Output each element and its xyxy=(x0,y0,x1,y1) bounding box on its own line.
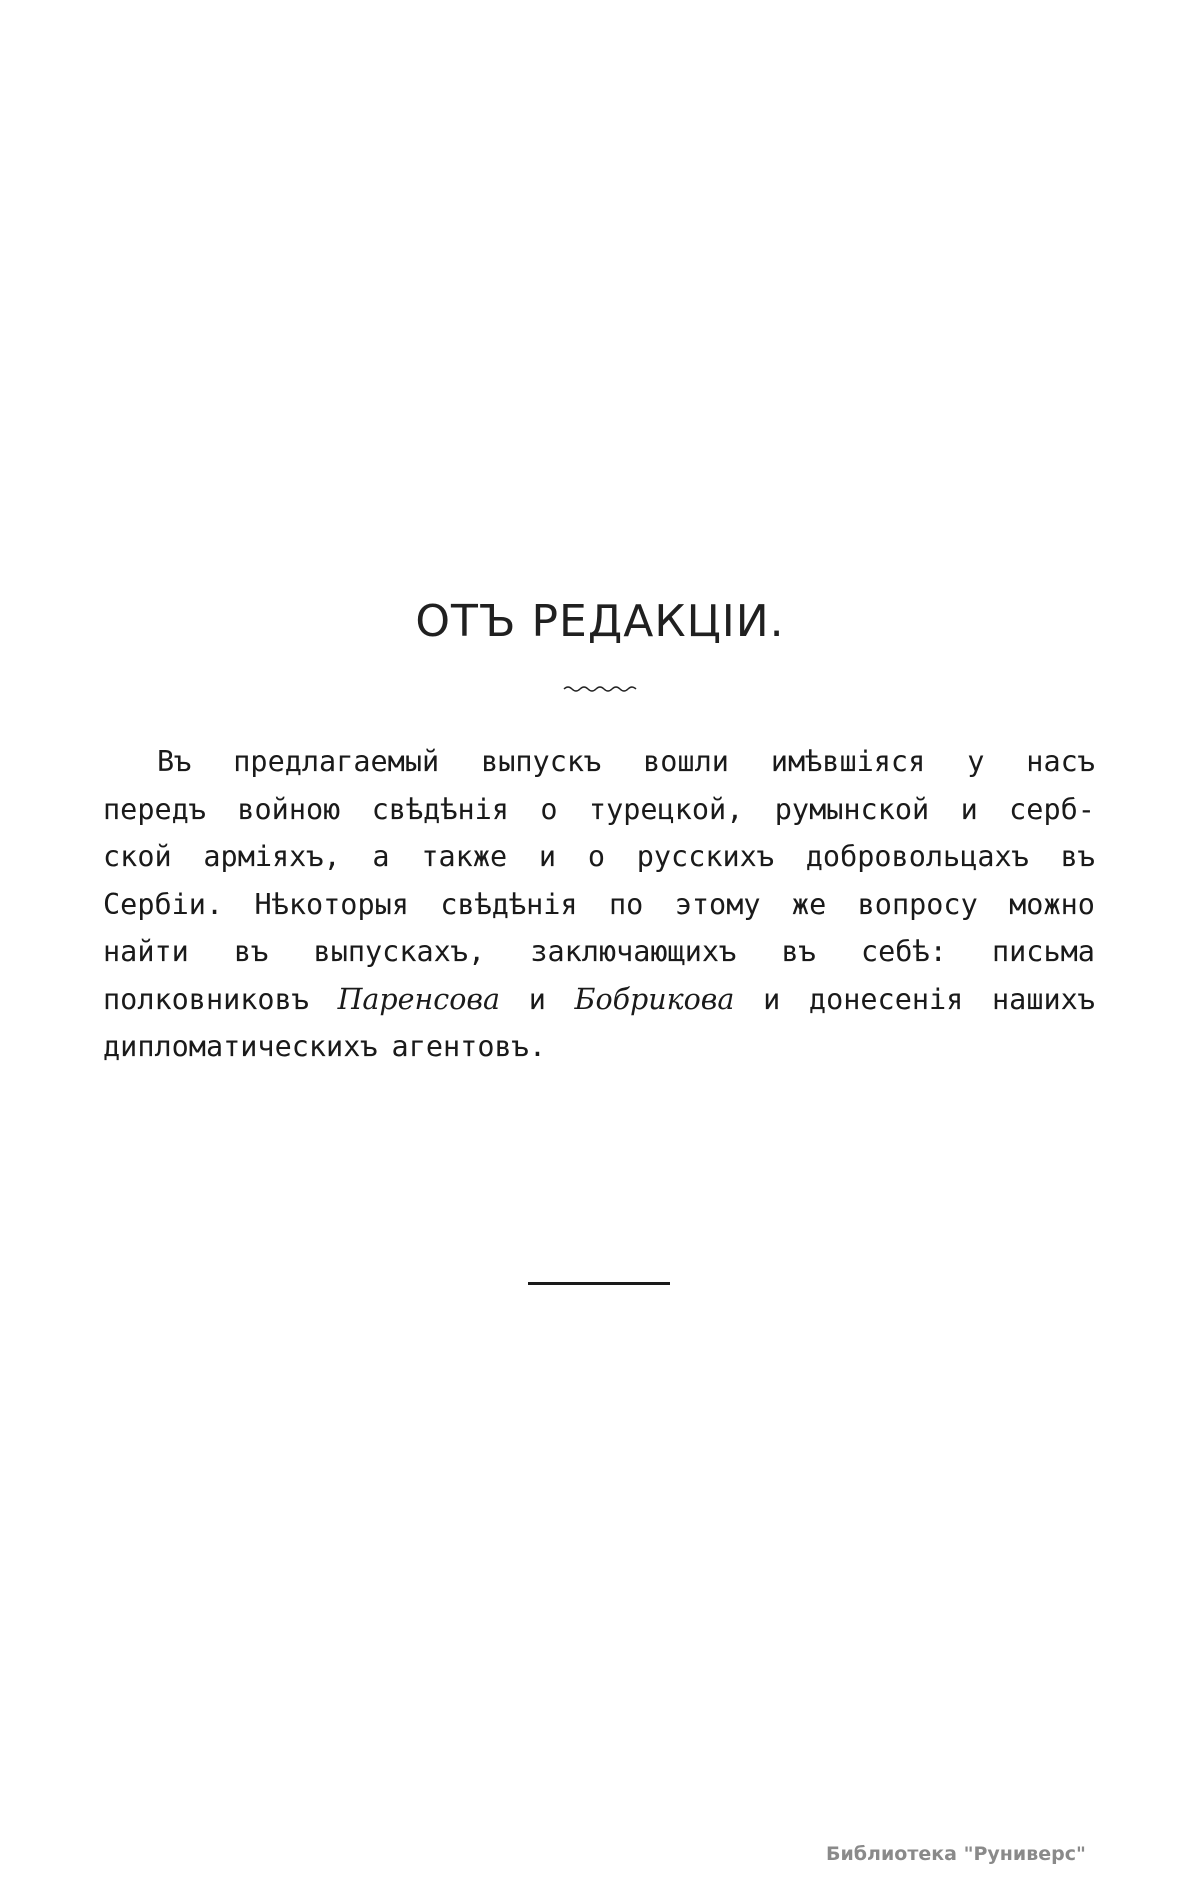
word: нашихъ xyxy=(992,982,1095,1016)
word: также xyxy=(421,840,508,873)
word: вошли xyxy=(643,745,729,778)
word: ской xyxy=(103,840,172,873)
word: полковниковъ xyxy=(103,982,309,1016)
word: этому xyxy=(674,887,761,921)
word: себѣ: xyxy=(860,935,947,968)
paragraph-line xyxy=(103,833,1095,881)
paragraph-line xyxy=(103,976,1095,1024)
word: вопросу xyxy=(857,887,978,921)
word: румынской xyxy=(774,792,930,826)
word: у xyxy=(967,745,985,778)
word: дипломатическихъ xyxy=(103,1030,378,1063)
word: о xyxy=(540,792,558,826)
word: въ xyxy=(781,935,816,968)
editorial-paragraph xyxy=(103,738,1095,1071)
word: выпускъ xyxy=(481,745,602,778)
paragraph-line xyxy=(103,786,1095,834)
word: войною xyxy=(237,792,341,826)
word: свѣдѣнія xyxy=(440,887,578,921)
word: турецкой, xyxy=(588,792,744,826)
word: Въ xyxy=(157,745,192,778)
word: и xyxy=(763,982,781,1016)
word: арміяхъ, xyxy=(203,840,341,873)
word: и xyxy=(528,982,546,1016)
word: о xyxy=(587,840,605,873)
word: и xyxy=(960,792,978,826)
word: передъ xyxy=(103,792,206,826)
word: агентовъ. xyxy=(391,1030,546,1063)
word: серб- xyxy=(1009,792,1095,826)
paragraph-line xyxy=(103,928,1095,976)
paragraph-line xyxy=(103,881,1095,929)
word: выпускахъ, xyxy=(313,935,486,968)
italic-name: Паренсова xyxy=(337,982,501,1016)
closing-rule xyxy=(528,1282,670,1285)
word: въ xyxy=(1060,840,1095,873)
wavy-ornament xyxy=(563,684,637,694)
word: Сербіи. xyxy=(103,887,224,921)
paragraph-line xyxy=(103,738,1095,786)
word: добровольцахъ xyxy=(805,840,1029,873)
word: насъ xyxy=(1026,745,1095,778)
word: въ xyxy=(234,935,269,968)
word: свѣдѣнія xyxy=(371,792,509,826)
word: заключающихъ xyxy=(530,935,737,968)
word: и xyxy=(538,840,557,873)
library-watermark: Библиотека "Руниверс" xyxy=(826,1843,1086,1865)
word: Нѣкоторыя xyxy=(254,887,409,921)
italic-name: Бобрикова xyxy=(574,982,735,1016)
paragraph-line xyxy=(103,1023,1095,1071)
word: найти xyxy=(103,935,189,968)
word: русскихъ xyxy=(636,840,775,873)
page-heading: ОТЪ РЕДАКЦІИ. xyxy=(415,596,785,647)
word: имѣвшіяся xyxy=(770,745,926,778)
word: письма xyxy=(991,935,1095,968)
word: же xyxy=(791,887,827,921)
word: предлагаемый xyxy=(233,745,440,778)
word: можно xyxy=(1009,887,1095,921)
word: а xyxy=(372,840,390,873)
word: донесенія xyxy=(808,982,964,1016)
word: по xyxy=(609,887,644,921)
